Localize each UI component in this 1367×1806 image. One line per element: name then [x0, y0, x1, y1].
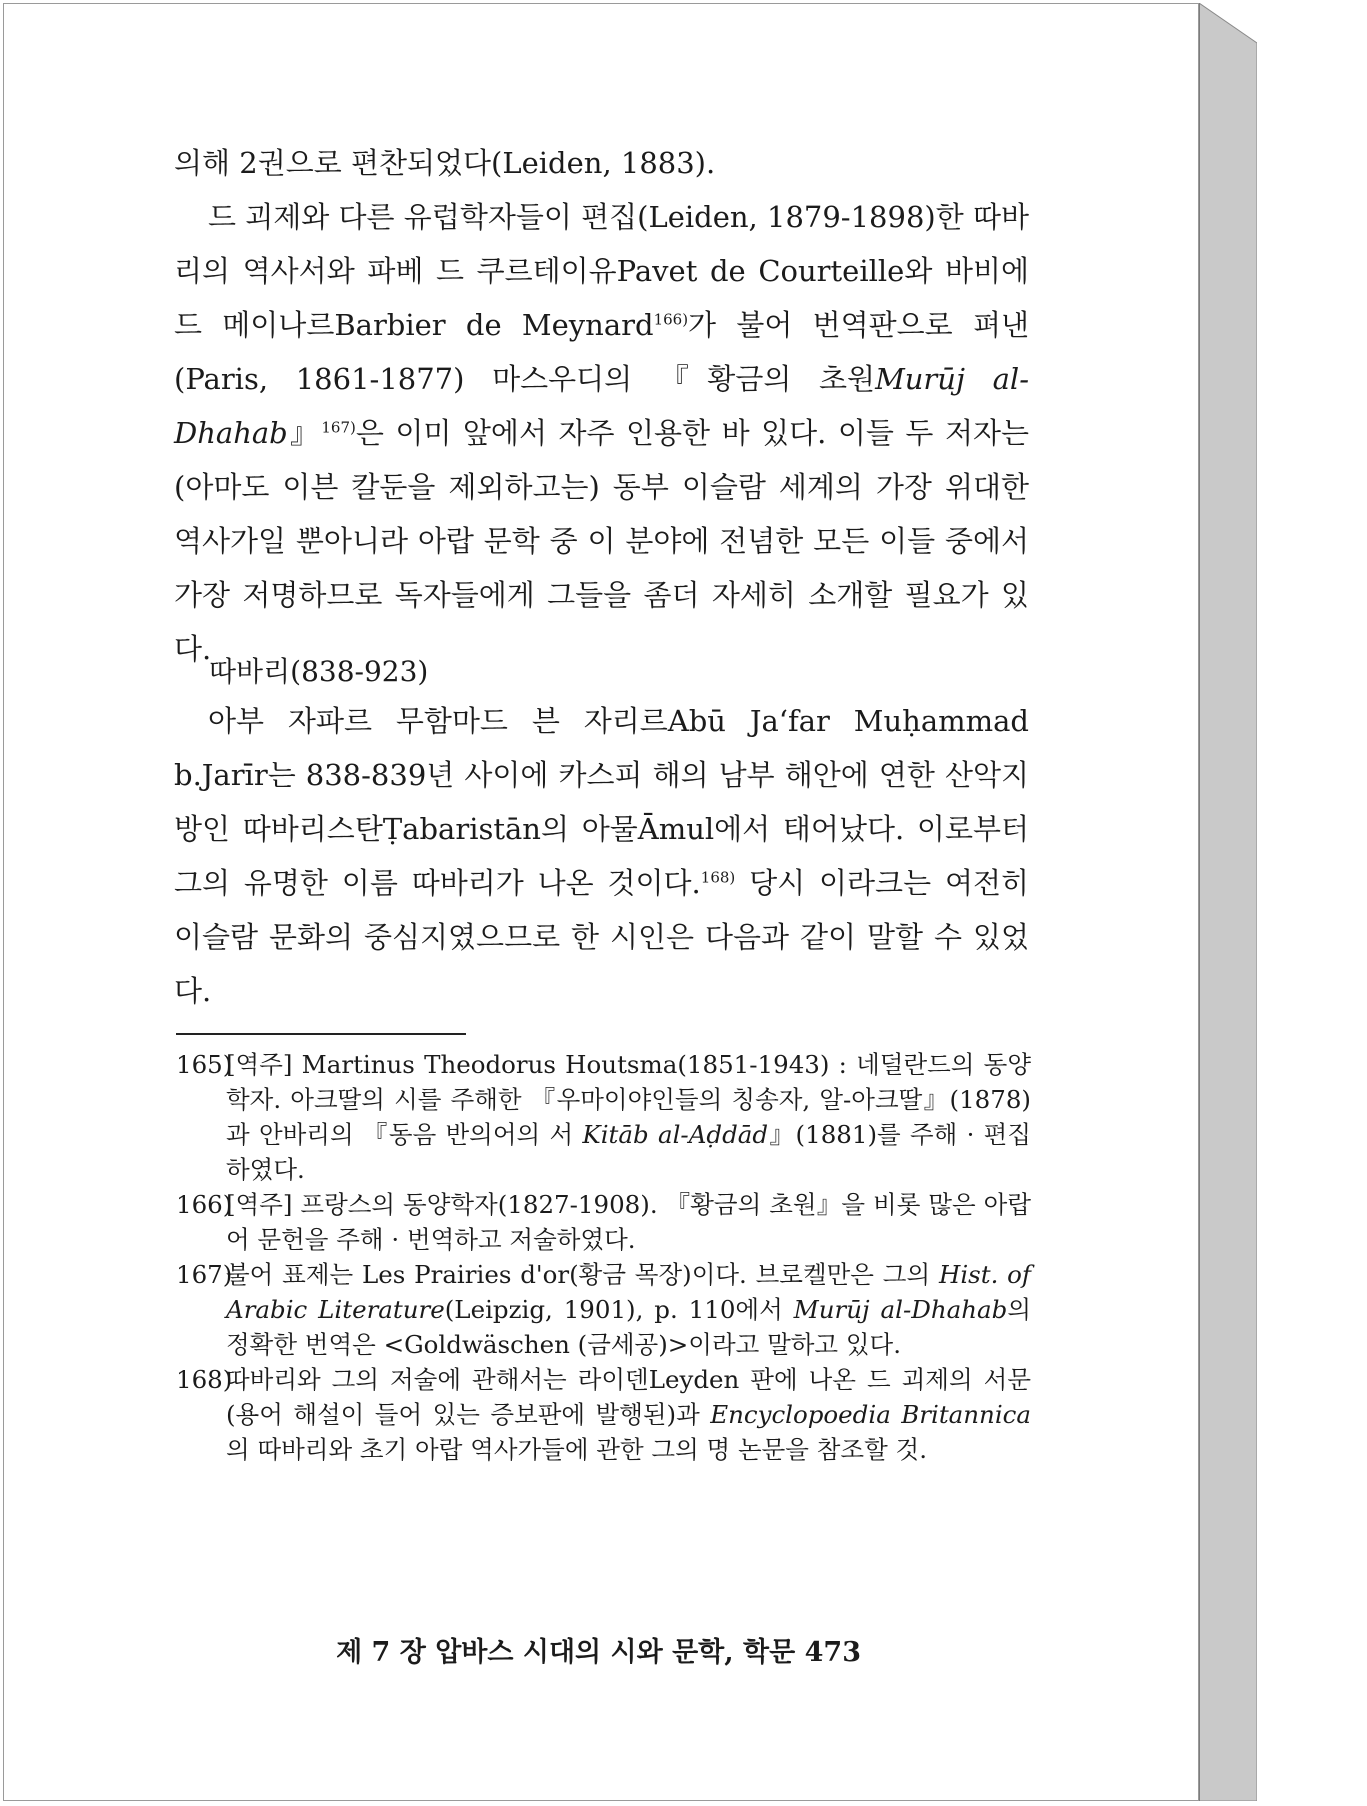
- footnote-167: [176, 1257, 1031, 1362]
- footnote-italic: Murūj al-Dhahab: [793, 1295, 1008, 1324]
- running-footer: [336, 1630, 861, 1669]
- footnote-italic: Kitāb al-Aḍdād: [582, 1120, 769, 1149]
- footnote-divider: [176, 1033, 466, 1035]
- footnote-number: 168): [176, 1365, 233, 1394]
- footnote-ref-167: 167): [321, 418, 356, 437]
- paragraph-tabari-text-b: 당시 이라크는 여전히 이슬람 문화의 중심지였으므로 한 시인은 다음과 같이 말할 수 있었다.: [174, 866, 1029, 1008]
- page-number: 473: [804, 1637, 861, 1668]
- footnote-number: 166): [176, 1190, 233, 1219]
- footnote-text: [역주] 프랑스의 동양학자(1827-1908). 『황금의 초원』을 비롯 많은 아랍어 문헌을 주해 · 번역하고 저술하였다.: [226, 1190, 1031, 1254]
- footnote-166: [176, 1187, 1031, 1257]
- paragraph-continuation: [174, 136, 1029, 190]
- footnote-text: 의 정확한 번역은 <Goldwäschen (금세공)>이라고 말하고 있다.: [226, 1295, 1031, 1359]
- book-spine-edge: [1199, 3, 1257, 1801]
- paragraph-authors-text-d: 은 이미 앞에서 자주 인용한 바 있다. 이들 두 저자는 (아마도 이븐 칼둔을 제외하고는) 동부 이슬람 세계의 가장 위대한 역사가일 뿐아니라 아랍 문학 중 이 분야에 전념한 모든 이들 중에서 가장 저명하므로 독자들에게 그들을 좀더 자세히 소개할 필요가 있다.: [174, 416, 1029, 666]
- paragraph-authors-text-b: 가 불어 번역판으로 펴낸(Paris, 1861-1877) 마스우디의 『황금의 초원: [174, 308, 1029, 396]
- paragraph-authors-text-a: 드 괴제와 다른 유럽학자들이 편집(Leiden, 1879-1898)한 따바리의 역사서와 파베 드 쿠르테이유Pavet de Courteille와 바비에 드 메이나르Barbier de Meynard: [174, 200, 1029, 342]
- footnote-165: [176, 1047, 1031, 1187]
- footnote-text: 불어 표제는 Les Prairies d'or(황금 목장)이다. 브로켈만은 그의: [226, 1260, 939, 1289]
- footnote-text: 』(1881)를 주해 · 편집하였다.: [226, 1120, 1031, 1184]
- footnote-text: 따바리와 그의 저술에 관해서는 라이덴Leyden 판에 나온 드 괴제의 서문(용어 해설이 들어 있는 증보판에 발행된)과: [226, 1365, 1031, 1429]
- footnote-text: 의 따바리와 초기 아랍 역사가들에 관한 그의 명 논문을 참조할 것.: [226, 1435, 928, 1464]
- paragraph-tabari-text-a: 아부 자파르 무함마드 븐 자리르Abū Jaʻfar Muḥammad b.Jarīr는 838-839년 사이에 카스피 해의 남부 해안에 연한 산악지방인 따바리스탄Ṭabaristān의 아물Āmul에서 태어났다. 이로부터 그의 유명한 이름 따바리가 나온 것이다.: [174, 704, 1029, 900]
- footnote-number: 165): [176, 1050, 233, 1079]
- footnote-italic: Encyclopoedia Britannica: [710, 1400, 1031, 1429]
- chapter-title: 제 7 장 압바스 시대의 시와 문학, 학문: [336, 1637, 796, 1668]
- book-title-muruj: Murūj al-Dhahab: [174, 362, 1029, 450]
- paragraph-continuation-text: 의해 2권으로 편찬되었다(Leiden, 1883).: [174, 146, 716, 180]
- footnote-ref-166: 166): [653, 310, 689, 329]
- paragraph-authors-text-c: 』: [287, 416, 322, 450]
- book-page: [3, 3, 1199, 1801]
- footnote-text: [역주] Martinus Theodorus Houtsma(1851-1943) : 네덜란드의 동양학자. 아크딸의 시를 주해한 『우마이야인들의 칭송자, 알-아크딸』(1878)과 안바리의 『동음 반의어의 서: [226, 1050, 1031, 1149]
- footnote-number: 167): [176, 1260, 233, 1289]
- paragraph-authors: [174, 190, 1029, 676]
- section-heading: 따바리(838-923): [209, 655, 429, 688]
- footnote-168: [176, 1362, 1031, 1467]
- footnotes-list: [176, 1047, 1031, 1467]
- footnote-text: (Leipzig, 1901), p. 110에서: [444, 1295, 794, 1324]
- footnote-ref-168: 168): [700, 868, 736, 887]
- footnote-italic: Hist. of Arabic Literature: [226, 1260, 1031, 1324]
- paragraph-tabari: [174, 694, 1029, 1018]
